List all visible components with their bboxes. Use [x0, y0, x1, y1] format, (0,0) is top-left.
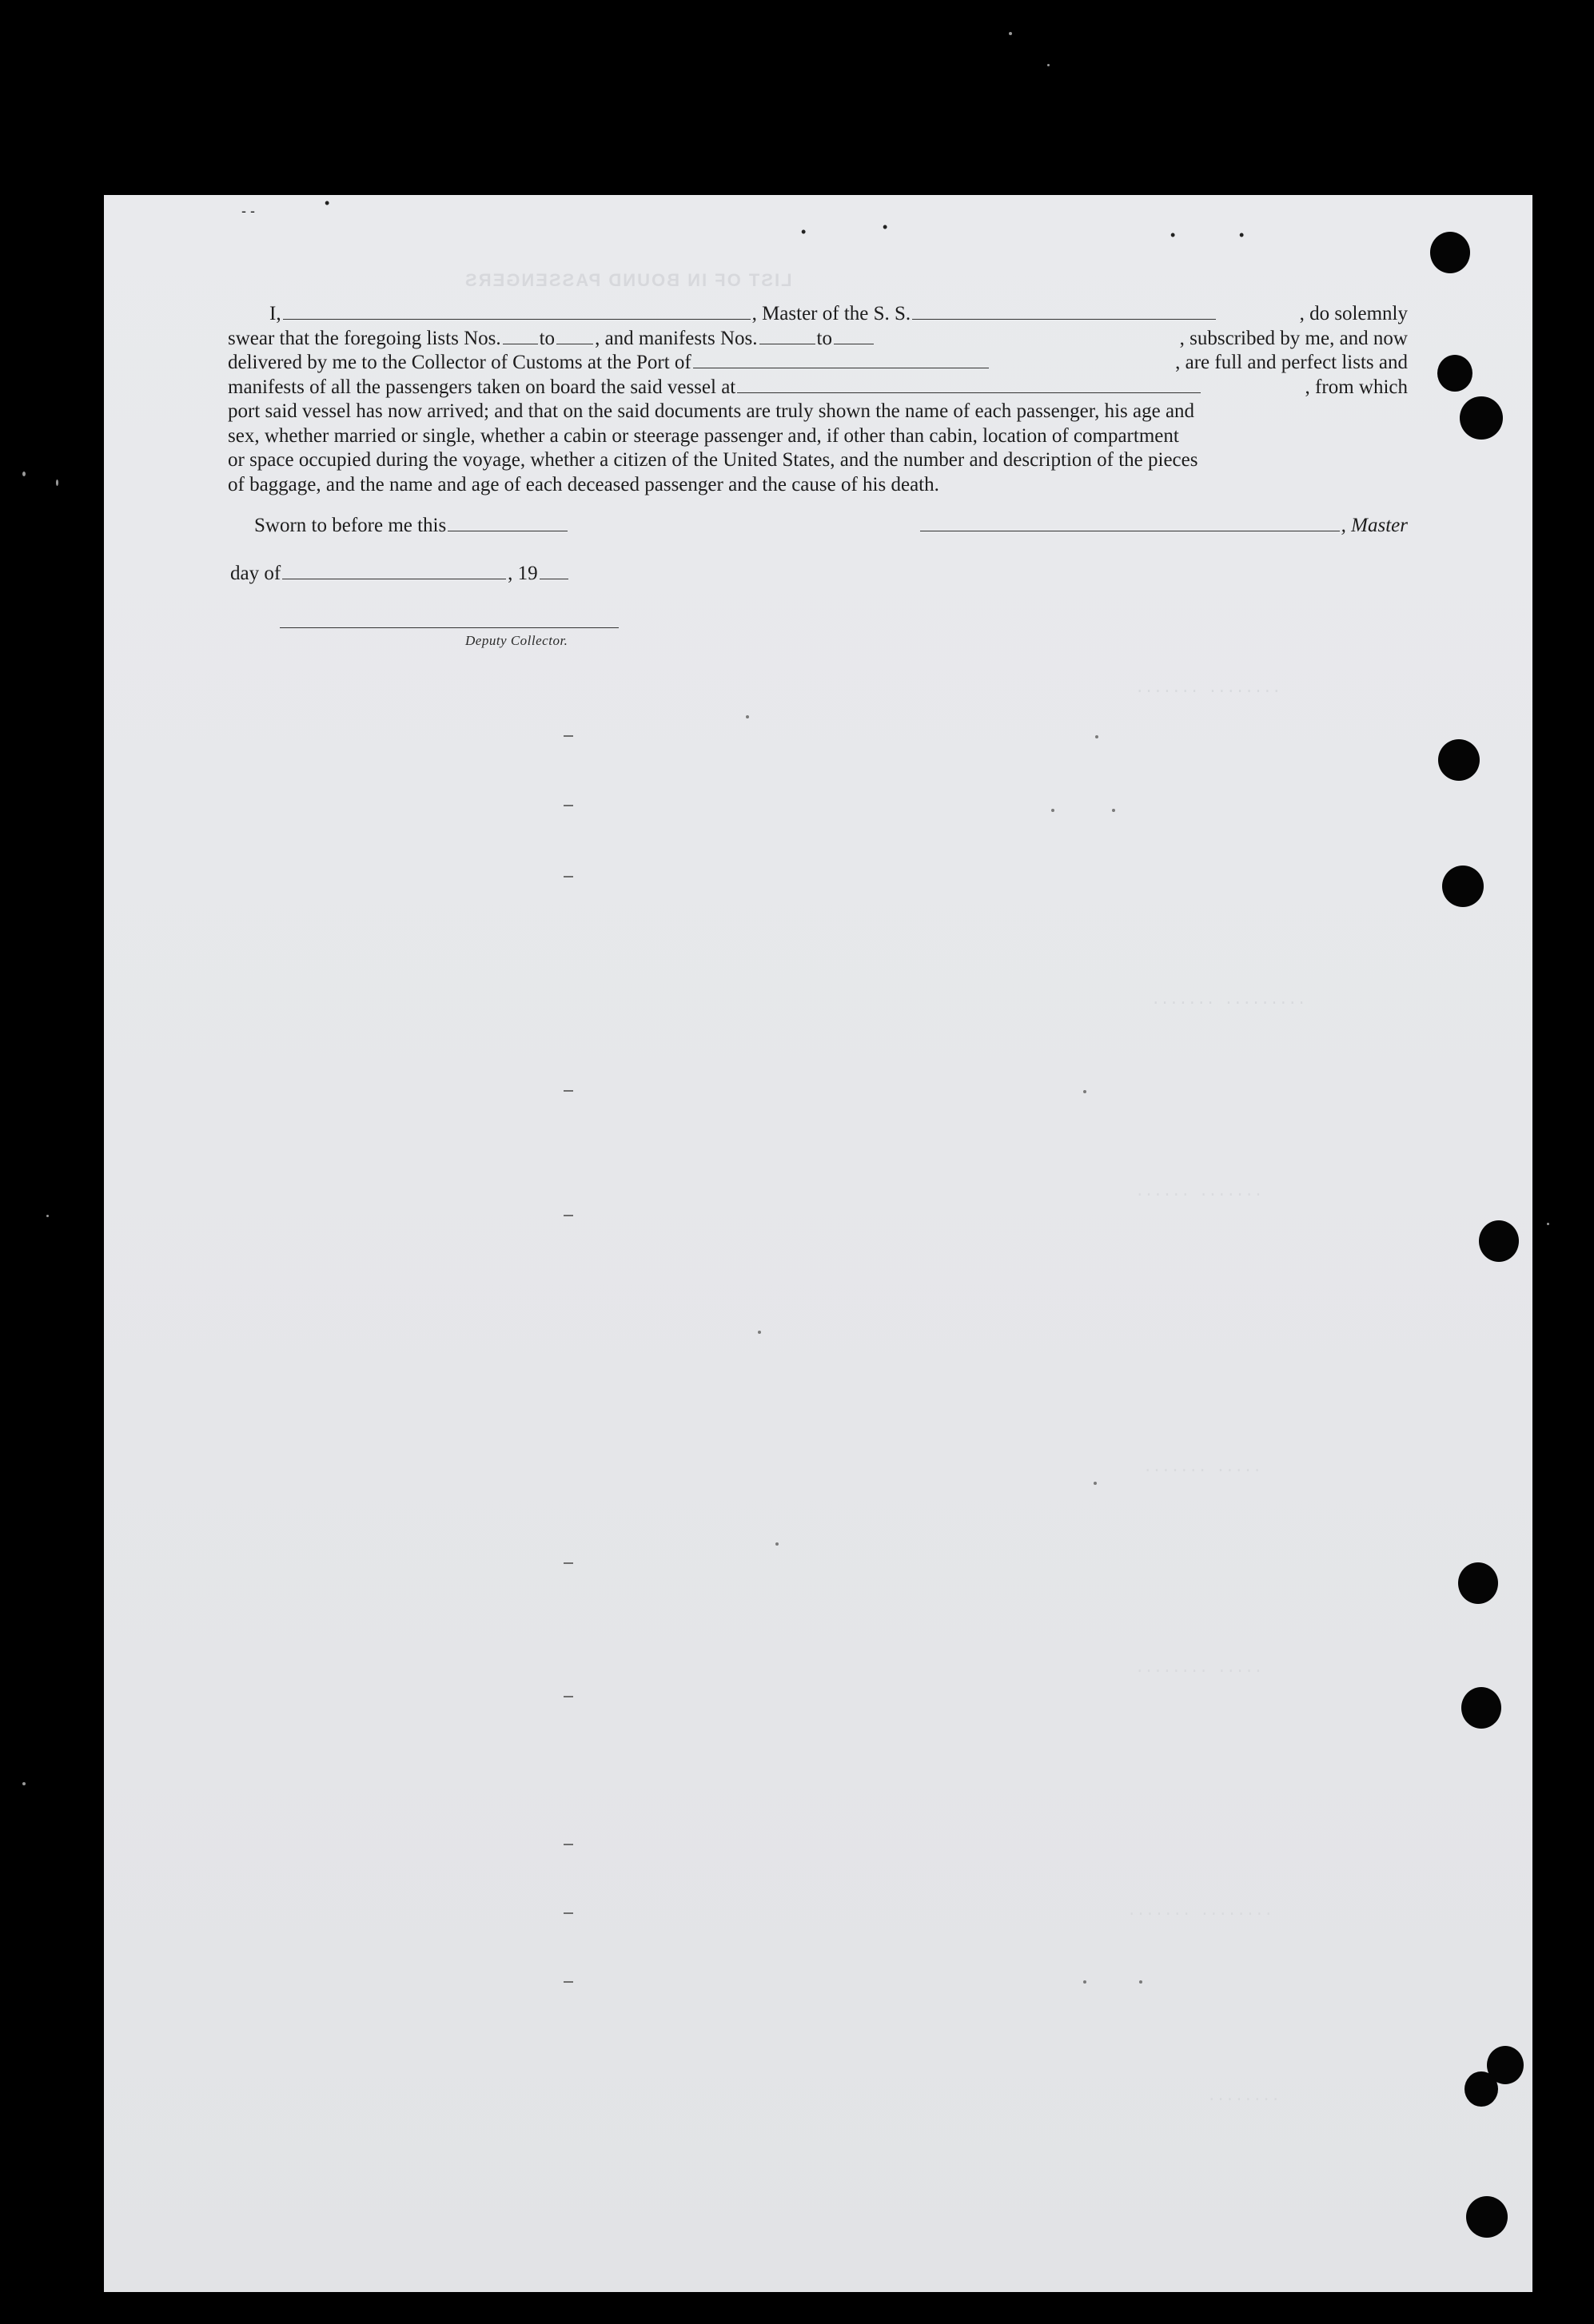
- master-signature-line: [920, 530, 1340, 531]
- margin-dash: [564, 1912, 573, 1914]
- blank-line: [759, 343, 815, 344]
- day-of-label: day of: [230, 563, 281, 584]
- oath-paragraph: [228, 302, 1408, 497]
- blank-line: [448, 530, 568, 531]
- bleed-through-text: ········ ·····: [1135, 1662, 1263, 1680]
- punch-hole: [1438, 739, 1480, 781]
- bleed-through-header: LIST OF IN BOUND PASSENGERS: [464, 270, 792, 290]
- oath-text: , do solemnly: [1299, 303, 1408, 324]
- blank-line: [503, 343, 538, 344]
- oath-line-7: [228, 448, 1408, 473]
- year-prefix: , 19: [508, 563, 538, 584]
- margin-dash: [564, 1981, 573, 1983]
- margin-dash: [564, 1844, 573, 1845]
- oath-text: port said vessel has now arrived; and that on the said documents are truly shown the name of each passenger, his age and: [228, 400, 1195, 422]
- punch-hole: [1458, 1562, 1498, 1604]
- master-signature-block: [919, 515, 1408, 537]
- blank-line: [283, 318, 751, 320]
- blank-line: [737, 392, 1201, 393]
- top-margin-mark: •: [1239, 227, 1245, 243]
- blank-line: [834, 343, 874, 344]
- margin-dot: [746, 715, 749, 718]
- margin-dash: [564, 1215, 573, 1216]
- margin-dash: [564, 1696, 573, 1697]
- bleed-through-text: ········: [1207, 2091, 1281, 2108]
- top-margin-mark: - -: [241, 203, 255, 219]
- punch-hole: [1466, 2196, 1508, 2238]
- bleed-through-text: ······ ·······: [1135, 1186, 1263, 1204]
- blank-line: [912, 318, 1216, 320]
- top-margin-mark: •: [801, 224, 807, 240]
- deputy-collector-label: Deputy Collector.: [465, 633, 568, 648]
- bleed-through-text: ······· ········: [1135, 682, 1281, 700]
- sworn-block: [254, 515, 569, 537]
- oath-text: swear that the foregoing lists Nos.: [228, 327, 501, 349]
- bleed-through-text: ······· ········: [1127, 1905, 1273, 1923]
- punch-hole: [1479, 1220, 1519, 1262]
- margin-dot: [758, 1331, 761, 1334]
- oath-line-6: [228, 424, 1408, 449]
- punch-hole: [1442, 866, 1484, 907]
- oath-text: or space occupied during the voyage, whether a citizen of the United States, and the number and description of the pieces: [228, 449, 1198, 471]
- punch-hole: [1437, 355, 1472, 392]
- margin-dash: [564, 1090, 573, 1092]
- blank-line: [693, 367, 989, 368]
- oath-text: I,: [269, 303, 281, 324]
- top-margin-mark: •: [325, 195, 330, 211]
- margin-dot: [775, 1542, 779, 1546]
- top-margin-mark: •: [1170, 227, 1176, 243]
- blank-line: [556, 343, 593, 344]
- bleed-through-text: ······· ·····: [1143, 1462, 1262, 1479]
- oath-text: , Master of the S. S.: [751, 303, 911, 324]
- oath-line-4: [228, 376, 1408, 400]
- punch-hole: [1464, 2071, 1498, 2107]
- sworn-label: Sworn to before me this: [254, 515, 447, 536]
- margin-dash: [564, 805, 573, 806]
- margin-dot: [1083, 1980, 1086, 1984]
- oath-text: to: [816, 327, 832, 349]
- punch-hole: [1430, 232, 1470, 273]
- margin-dot: [1112, 809, 1115, 812]
- margin-dash: [564, 1562, 573, 1564]
- oath-line-1: [228, 302, 1408, 327]
- day-row: [230, 563, 570, 585]
- margin-dash: [564, 876, 573, 877]
- oath-text: delivered by me to the Collector of Customs at the Port of: [228, 352, 691, 373]
- margin-dot: [1139, 1980, 1142, 1984]
- margin-dot: [1083, 1090, 1086, 1093]
- oath-text: , are full and perfect lists and: [1175, 352, 1408, 373]
- oath-text: , subscribed by me, and now: [1179, 327, 1408, 349]
- bleed-through-text: ······· ·········: [1151, 994, 1306, 1012]
- oath-text: of baggage, and the name and age of each deceased passenger and the cause of his death.: [228, 473, 939, 495]
- margin-dot: [1095, 735, 1098, 738]
- master-label: , Master: [1341, 515, 1408, 536]
- oath-text: , and manifests Nos.: [595, 327, 758, 349]
- document-page: [104, 195, 1532, 2292]
- margin-dot: [1051, 809, 1054, 812]
- margin-dot: [1094, 1482, 1097, 1485]
- top-margin-mark: •: [883, 219, 888, 235]
- blank-line: [540, 578, 568, 579]
- oath-line-5: [228, 400, 1408, 424]
- margin-dash: [564, 735, 573, 737]
- oath-line-3: [228, 351, 1408, 376]
- oath-line-8: [228, 473, 1408, 498]
- oath-line-2: [228, 327, 1408, 352]
- deputy-collector-signature-line: [280, 627, 619, 628]
- oath-text: to: [539, 327, 556, 349]
- oath-text: manifests of all the passengers taken on board the said vessel at: [228, 376, 736, 398]
- punch-hole: [1460, 396, 1503, 440]
- oath-text: sex, whether married or single, whether a cabin or steerage passenger and, if other than cabin, location of compartment: [228, 424, 1179, 447]
- oath-text: , from which: [1305, 376, 1408, 398]
- punch-hole: [1461, 1687, 1501, 1729]
- blank-line: [282, 578, 506, 579]
